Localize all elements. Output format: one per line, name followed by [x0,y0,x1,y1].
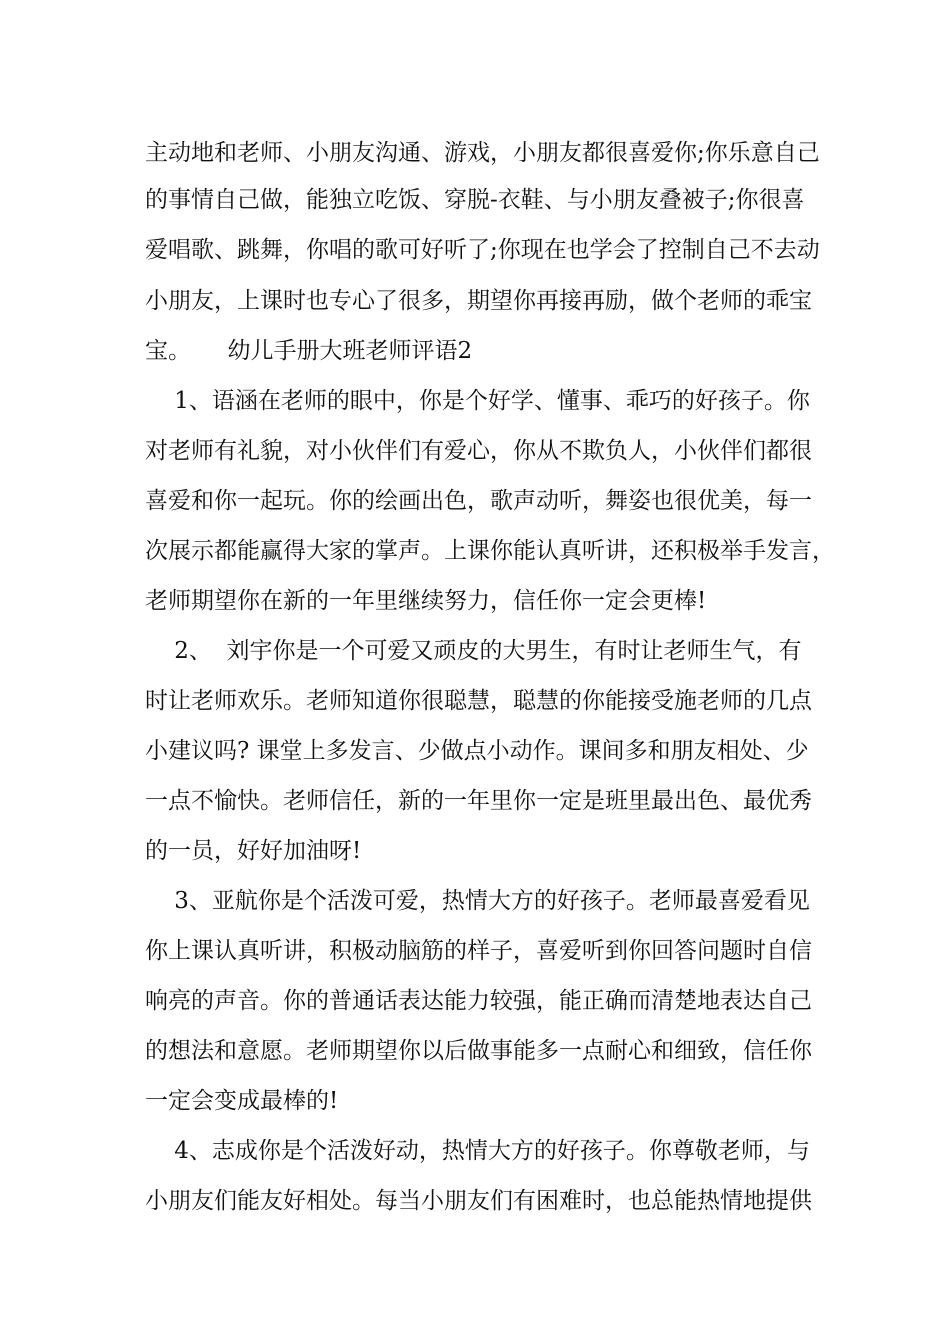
text-line: 次展示都能赢得大家的掌声。上课你能认真听讲，还积极举手发言， [145,538,835,564]
text-line: 一定会变成最棒的! [145,1088,339,1114]
text-line: 喜爱和你一起玩。你的绘画出色，歌声动听，舞姿也很优美，每一 [145,488,812,514]
text-line: 小建议吗? 课堂上多发言、少做点小动作。课间多和朋友相处、少 [145,738,809,764]
text-line: 老师期望你在新的一年里继续努力，信任你一定会更棒! [145,588,707,614]
text-line: 1、语涵在老师的眼中，你是个好学、懂事、乖巧的好孩子。你 [145,388,810,414]
text-line: 一点不愉快。老师信任，新的一年里你一定是班里最出色、最优秀 [145,788,812,814]
text-line: 的事情自己做，能独立吃饭、穿脱-衣鞋、与小朋友叠被子;你很喜 [145,187,805,213]
text-line: 的想法和意愿。老师期望你以后做事能多一点耐心和细致，信任你 [145,1038,812,1064]
text-line: 的一员，好好加油呀! [145,838,362,864]
text-line: 小朋友，上课时也专心了很多，期望你再接再励，做个老师的乖宝 [145,288,812,314]
text-line: 时让老师欢乐。老师知道你很聪慧，聪慧的你能接受施老师的几点 [145,688,812,714]
text-line: 4、志成你是个活泼好动，热情大方的好孩子。你尊敬老师，与 [145,1138,810,1164]
text-line: 3、亚航你是个活泼可爱，热情大方的好孩子。老师最喜爱看见 [145,888,810,914]
text-line: 对老师有礼貌，对小伙伴们有爱心，你从不欺负人，小伙伴们都很 [145,438,812,464]
text-line: 主动地和老师、小朋友沟通、游戏，小朋友都很喜爱你;你乐意自己 [145,140,820,166]
text-line: 你上课认真听讲，积极动脑筋的样子，喜爱听到你回答问题时自信 [145,938,812,964]
text-line: 小朋友们能友好相处。每当小朋友们有困难时，也总能热情地提供 [145,1188,812,1214]
section-heading-line: 宝。 幼儿手册大班老师评语2 [145,338,473,364]
text-line: 爱唱歌、跳舞，你唱的歌可好听了;你现在也学会了控制自己不去动 [145,237,820,263]
text-line: 2、 刘宇你是一个可爱又顽皮的大男生，有时让老师生气，有 [145,638,802,664]
text-line: 响亮的声音。你的普通话表达能力较强，能正确而清楚地表达自己 [145,988,812,1014]
